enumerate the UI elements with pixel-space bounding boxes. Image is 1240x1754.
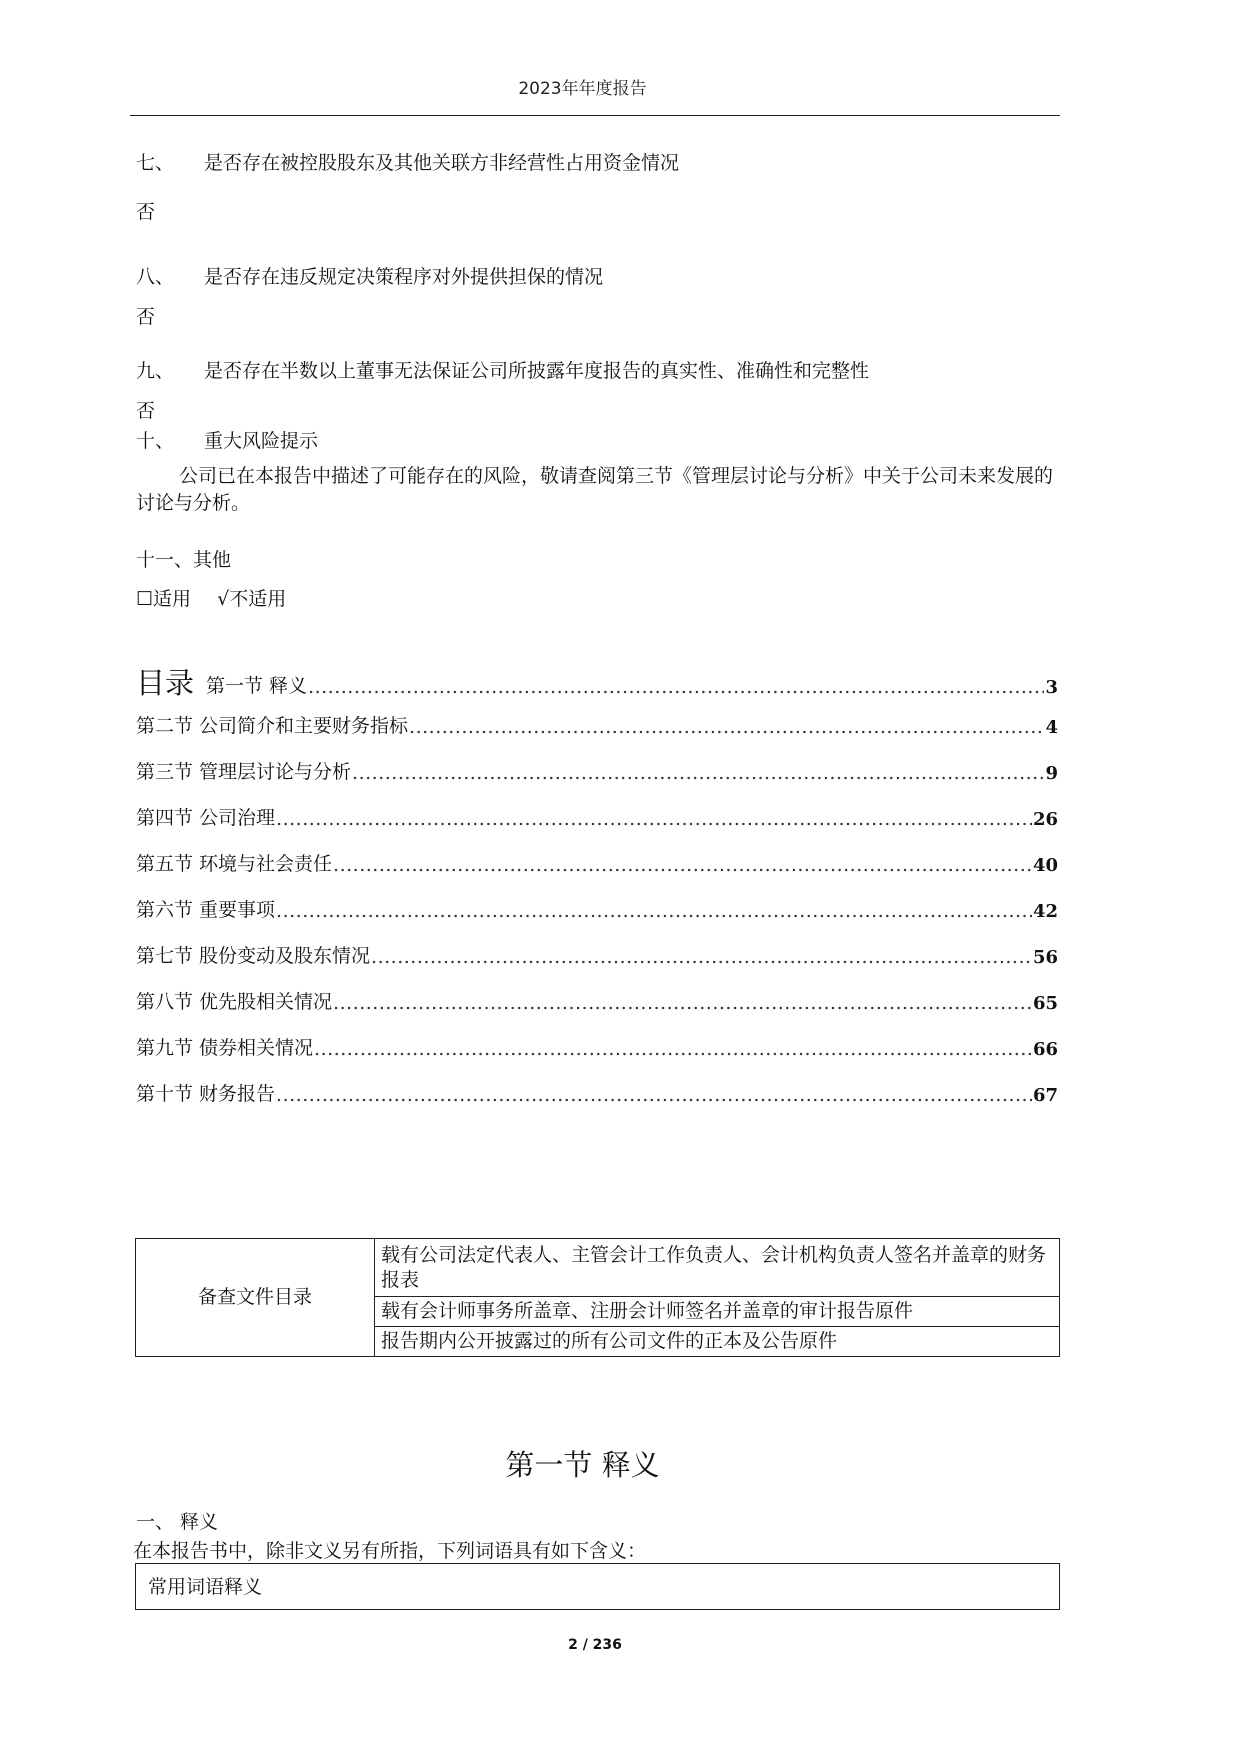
- toc-entry[interactable]: [136, 708, 1058, 738]
- toc-leader-dots: [333, 854, 1032, 876]
- toc-entry-label: 第九节 债券相关情况: [136, 1037, 314, 1059]
- item-number: 七、: [136, 152, 175, 174]
- toc-entry-page: 56: [1032, 947, 1058, 968]
- toc-entry[interactable]: [136, 984, 1058, 1014]
- toc-leader-dots: [308, 676, 1044, 698]
- toc-leader-dots: [333, 992, 1032, 1014]
- option-applicable: ☐适用: [136, 588, 192, 610]
- toc-leader-dots: [276, 1084, 1032, 1106]
- toc-entry[interactable]: [136, 1030, 1058, 1060]
- toc-entry-label: 第十节 财务报告: [136, 1083, 276, 1105]
- item-9: [136, 356, 869, 383]
- toc-entry-label: 第一节 释义: [206, 675, 308, 697]
- toc-entry[interactable]: [136, 846, 1058, 876]
- toc-entry[interactable]: [136, 754, 1058, 784]
- toc-entry[interactable]: [136, 1076, 1058, 1106]
- reference-docs-label: 备查文件目录: [136, 1239, 375, 1357]
- toc-entry[interactable]: [136, 668, 1058, 698]
- item-text: 是否存在半数以上董事无法保证公司所披露年度报告的真实性、准确性和完整性: [204, 360, 870, 382]
- toc-entry-label: 第六节 重要事项: [136, 899, 276, 921]
- item-number: 九、: [136, 360, 175, 382]
- toc-entry-page: 9: [1045, 763, 1058, 784]
- glossary-table: [135, 1563, 1060, 1610]
- item-9-answer: 否: [136, 400, 156, 422]
- reference-doc-item: 载有会计师事务所盖章、注册会计师签名并盖章的审计报告原件: [375, 1297, 1060, 1327]
- risk-paragraph: 公司已在本报告中描述了可能存在的风险，敬请查阅第三节《管理层讨论与分析》中关于公司未来发展的讨论与分析。: [136, 465, 1054, 514]
- toc-entry-label: 第三节 管理层讨论与分析: [136, 761, 352, 783]
- toc-entry-page: 26: [1032, 809, 1058, 830]
- toc-entry-page: 42: [1032, 901, 1058, 922]
- section-sub-heading: 一、 释义: [136, 1511, 219, 1533]
- toc-heading: 目录: [136, 666, 195, 700]
- applicability-options: [136, 584, 286, 611]
- reference-doc-item: 报告期内公开披露过的所有公司文件的正本及公告原件: [375, 1327, 1060, 1357]
- header-rule: [130, 115, 1060, 116]
- item-10: [136, 426, 318, 453]
- option-not-applicable: √不适用: [217, 588, 287, 610]
- reference-doc-item: 载有公司法定代表人、主管会计工作负责人、会计机构负责人签名并盖章的财务报表: [375, 1239, 1060, 1297]
- toc-entry-label: 第八节 优先股相关情况: [136, 991, 333, 1013]
- toc-leader-dots: [409, 716, 1044, 738]
- toc-entry-page: 67: [1032, 1085, 1058, 1106]
- toc-leader-dots: [276, 900, 1032, 922]
- page-number: 2 / 236: [568, 1637, 622, 1653]
- section-intro: 在本报告书中，除非文义另有所指，下列词语具有如下含义：: [133, 1540, 647, 1562]
- toc-entry-page: 40: [1032, 855, 1058, 876]
- header-title: 2023年年度报告: [518, 79, 647, 99]
- toc-entry-label: 第五节 环境与社会责任: [136, 853, 333, 875]
- toc-leader-dots: [352, 762, 1044, 784]
- item-text: 是否存在被控股股东及其他关联方非经营性占用资金情况: [204, 152, 680, 174]
- toc-leader-dots: [371, 946, 1032, 968]
- item-number: 八、: [136, 266, 175, 288]
- item-8: [136, 262, 603, 289]
- other-heading: 十一、其他: [136, 549, 232, 571]
- glossary-table-header: 常用词语释义: [148, 1576, 263, 1598]
- item-text: 是否存在违反规定决策程序对外提供担保的情况: [204, 266, 604, 288]
- toc-entry-page: 4: [1045, 717, 1058, 738]
- item-text: 重大风险提示: [204, 430, 319, 452]
- toc-entry[interactable]: [136, 800, 1058, 830]
- toc-entry[interactable]: [136, 892, 1058, 922]
- toc-entry-page: 66: [1032, 1039, 1058, 1060]
- toc-entry-label: 第二节 公司简介和主要财务指标: [136, 715, 409, 737]
- toc-entry-label: 第七节 股份变动及股东情况: [136, 945, 371, 967]
- item-8-answer: 否: [136, 306, 156, 328]
- toc-entry-label: 第四节 公司治理: [136, 807, 276, 829]
- reference-docs-table: [135, 1238, 1060, 1357]
- toc-entry-page: 3: [1045, 677, 1058, 698]
- table-row: [136, 1239, 1060, 1297]
- item-7-answer: 否: [136, 201, 156, 223]
- item-number: 十、: [136, 430, 175, 452]
- toc-entry-page: 65: [1032, 993, 1058, 1014]
- section-title: 第一节 释义: [505, 1448, 660, 1482]
- toc-leader-dots: [314, 1038, 1032, 1060]
- item-7: [136, 148, 679, 175]
- toc-leader-dots: [276, 808, 1032, 830]
- toc-entry[interactable]: [136, 938, 1058, 968]
